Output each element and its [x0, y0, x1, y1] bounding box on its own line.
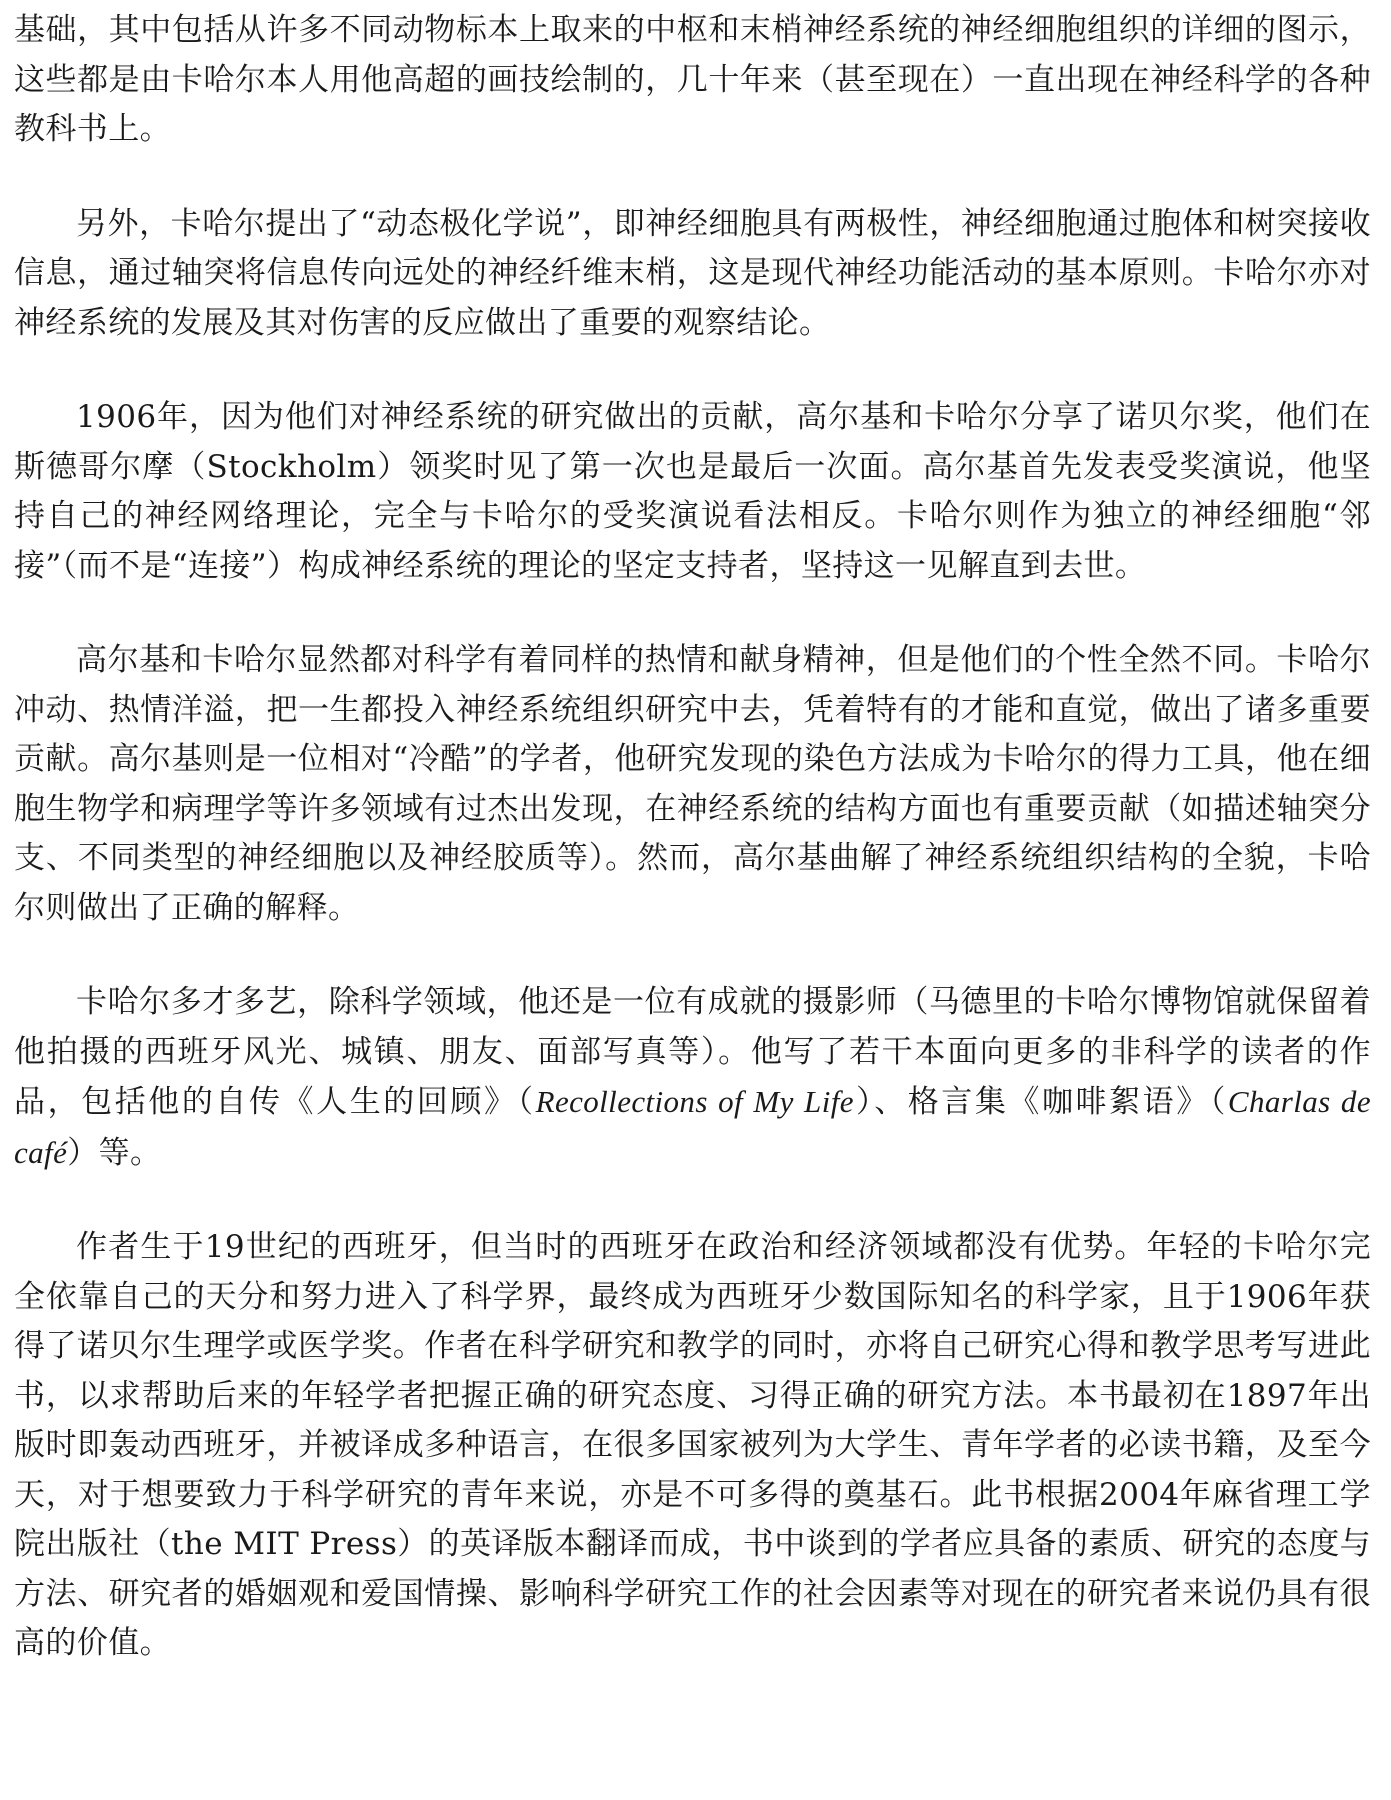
- paragraph-cajal-works-text-c: ）、格言集《咖啡絮语》（: [853, 1084, 1228, 1120]
- paragraph-cajal-works-text-e: ）等。: [67, 1134, 162, 1171]
- book-title-charlas: Charlas de café: [14, 1084, 1371, 1170]
- paragraph-nobel-prize-1906: 1906年，因为他们对神经系统的研究做出的贡献，高尔基和卡哈尔分享了诺贝尔奖，他们在斯德哥尔摩（Stockholm）领奖时见了第一次也是最后一次面。高尔基首先发表受奖演说，他坚持自己的神经网络理论，完全与卡哈尔的受奖演说看法相反。卡哈尔则作为独立的神经细胞“邻接”（而不是“连接”）构成神经系统的理论的坚定支持者，坚持这一见解直到去世。: [14, 399, 1371, 584]
- book-title-recollections: Recollections of My Life: [535, 1084, 854, 1119]
- paragraph-cajal-works: [14, 978, 1371, 1178]
- paragraph-cajal-works-text-a: 卡哈尔多才多艺，除科学领域，他还是一位有成就的摄影师（马德里的卡哈尔博物馆就保留着他拍摄的西班牙风光、城镇、朋友、面部写真等）。他写了若干本面向更多的非科学的读者的作品，包括他的自传《人生的回顾》（: [14, 984, 1371, 1120]
- paragraph-golgi-cajal-personalities: 高尔基和卡哈尔显然都对科学有着同样的热情和献身精神，但是他们的个性全然不同。卡哈尔冲动、热情洋溢，把一生都投入神经系统组织研究中去，凭着特有的才能和直觉，做出了诸多重要贡献。高尔基则是一位相对“冷酷”的学者，他研究发现的染色方法成为卡哈尔的得力工具，他在细胞生物学和病理学等许多领域有过杰出发现，在神经系统的结构方面也有重要贡献（如描述轴突分支、不同类型的神经细胞以及神经胶质等）。然而，高尔基曲解了神经系统组织结构的全貌，卡哈尔则做出了正确的解释。: [14, 642, 1371, 926]
- paragraph-continuation: 基础，其中包括从许多不同动物标本上取来的中枢和末梢神经系统的神经细胞组织的详细的图示，这些都是由卡哈尔本人用他高超的画技绘制的，几十年来（甚至现在）一直出现在神经科学的各种教科书上。: [14, 12, 1371, 147]
- paragraph-about-book: 作者生于19世纪的西班牙，但当时的西班牙在政治和经济领域都没有优势。年轻的卡哈尔完全依靠自己的天分和努力进入了科学界，最终成为西班牙少数国际知名的科学家，且于1906年获得了诺贝尔生理学或医学奖。作者在科学研究和教学的同时，亦将自己研究心得和教学思考写进此书，以求帮助后来的年轻学者把握正确的研究态度、习得正确的研究方法。本书最初在1897年出版时即轰动西班牙，并被译成多种语言，在很多国家被列为大学生、青年学者的必读书籍，及至今天，对于想要致力于科学研究的青年来说，亦是不可多得的奠基石。此书根据2004年麻省理工学院出版社（the MIT Press）的英译版本翻译而成，书中谈到的学者应具备的素质、研究的态度与方法、研究者的婚姻观和爱国情操、影响科学研究工作的社会因素等对现在的研究者来说仍具有很高的价值。: [14, 1229, 1371, 1661]
- paragraph-dynamic-polarization: 另外，卡哈尔提出了“动态极化学说”，即神经细胞具有两极性，神经细胞通过胞体和树突接收信息，通过轴突将信息传向远处的神经纤维末梢，这是现代神经功能活动的基本原则。卡哈尔亦对神经系统的发展及其对伤害的反应做出了重要的观察结论。: [14, 205, 1371, 341]
